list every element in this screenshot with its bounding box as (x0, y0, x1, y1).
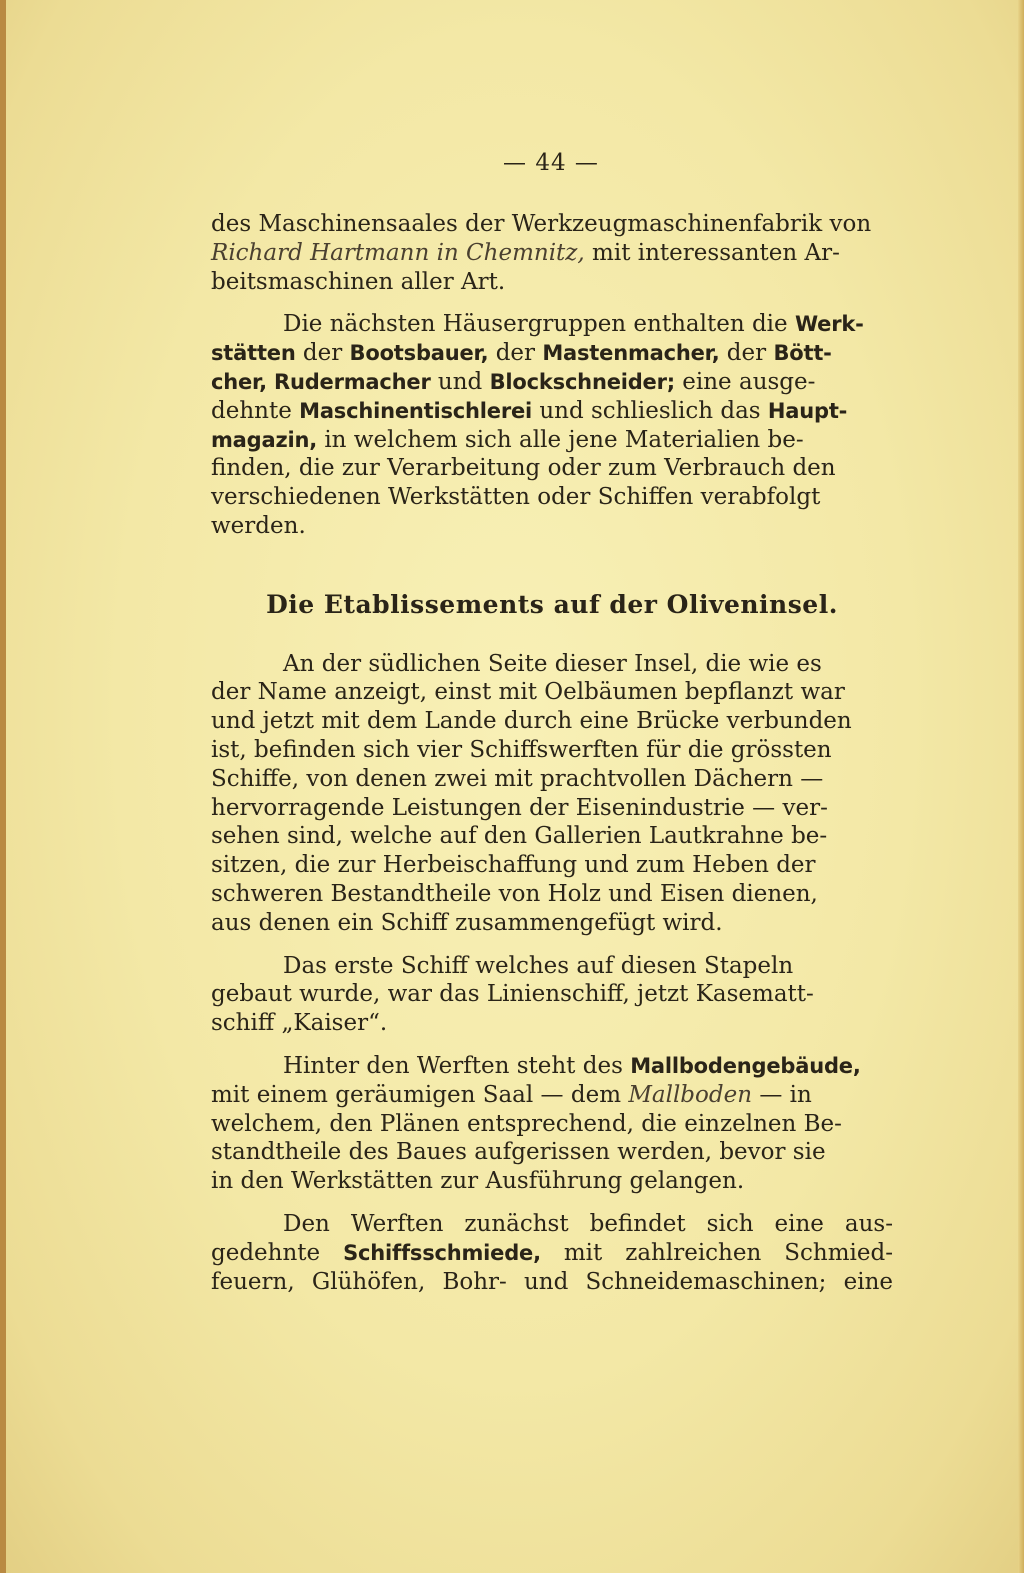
paragraph-3 (211, 650, 893, 938)
text-line: ist, befinden sich vier Schiffswerften für die grössten (211, 736, 832, 763)
bold-text: Bött- (773, 341, 832, 366)
italic-text: Richard Hartmann in Chemnitz, (211, 239, 585, 266)
body-text (211, 210, 893, 1310)
text-line: sehen sind, welche auf den Gallerien Lautkrahne be- (211, 823, 828, 850)
text-segment: und schlieslich das (532, 397, 768, 424)
text-line: Schiffe, von denen zwei mit prachtvollen Dächern — (211, 765, 824, 792)
text-line: des Maschinensaales der Werkzeugmaschinenfabrik von (211, 211, 872, 237)
bold-text: Maschinentischlerei (299, 398, 533, 423)
text-line: der Name anzeigt, einst mit Oelbäumen bepflanzt war (211, 679, 845, 706)
text-line: finden, die zur Verarbeitung oder zum Verbrauch den (211, 455, 836, 482)
text-line: schiff „Kaiser“. (211, 1010, 388, 1037)
text-line: An der südlichen Seite dieser Insel, die wie es (283, 650, 822, 677)
text-line: Den Werften zunächst befindet sich eine aus- (283, 1210, 893, 1237)
text-segment: der (719, 340, 774, 367)
bold-text: magazin, (211, 427, 318, 452)
text-segment: dehnte (211, 397, 300, 424)
text-line: sitzen, die zur Herbeischaffung und zum Heben der (211, 852, 816, 879)
text-line: werden. (211, 512, 306, 539)
bold-text: Haupt- (767, 398, 848, 423)
text-segment: gedehnte (211, 1239, 344, 1266)
text-line: Das erste Schiff welches auf diesen Stapeln (283, 952, 794, 979)
page-number: — 44 — (503, 150, 599, 176)
text-line: und jetzt mit dem Lande durch eine Brücke verbunden (211, 708, 852, 735)
text-line: beitsmaschinen aller Art. (211, 268, 506, 295)
text-segment: Hinter den Werften steht des (283, 1052, 631, 1079)
bold-text: Mastenmacher, (542, 341, 720, 366)
text-line: aus denen ein Schiff zusammengefügt wird. (211, 909, 723, 936)
text-line: verschiedenen Werkstätten oder Schiffen verabfolgt (211, 484, 821, 511)
paragraph-6 (211, 1210, 893, 1296)
text-line: feuern, Glühöfen, Bohr- und Schneidemaschinen; eine (211, 1268, 893, 1295)
text-line: standtheile des Baues aufgerissen werden, bevor sie (211, 1139, 826, 1166)
text-segment: eine ausge- (674, 368, 816, 395)
paragraph-5 (211, 1052, 893, 1196)
bold-text: Blockschneider; (489, 369, 675, 394)
text-line: welchem, den Plänen entsprechend, die einzelnen Be- (211, 1110, 842, 1137)
text-segment: mit zahlreichen Schmied- (540, 1239, 893, 1266)
paragraph-2 (211, 310, 893, 540)
text-segment: — in (752, 1081, 812, 1108)
text-segment: der (295, 340, 350, 367)
text-segment: mit einem geräumigen Saal — dem (211, 1081, 629, 1108)
paragraph-1 (211, 210, 893, 296)
bold-text: Werk- (794, 312, 864, 337)
text-segment: mit interessanten Ar- (584, 239, 840, 266)
text-line: in den Werkstätten zur Ausführung gelangen. (211, 1168, 745, 1195)
text-line: schweren Bestandtheile von Holz und Eisen dienen, (211, 880, 818, 907)
bold-text: stätten (211, 341, 296, 366)
text-segment: Die nächsten Häusergruppen enthalten die (283, 311, 795, 338)
bold-text: Bootsbauer, (349, 341, 489, 366)
text-segment: in welchem sich alle jene Materialien be- (317, 426, 804, 453)
text-line: hervorragende Leistungen der Eisenindustrie — ver- (211, 794, 828, 821)
bold-text: cher, Rudermacher (211, 369, 431, 394)
text-segment: und (430, 368, 490, 395)
text-line: gebaut wurde, war das Linienschiff, jetzt Kasematt- (211, 981, 814, 1008)
page-edge (1018, 0, 1024, 1573)
italic-text: Mallboden (628, 1081, 753, 1108)
paragraph-4 (211, 952, 893, 1038)
bold-text: Mallbodengebäude, (630, 1053, 861, 1078)
section-heading: Die Etablissements auf der Oliveninsel. (266, 589, 838, 619)
bold-text: Schiffsschmiede, (343, 1240, 541, 1265)
text-segment: der (488, 340, 543, 367)
